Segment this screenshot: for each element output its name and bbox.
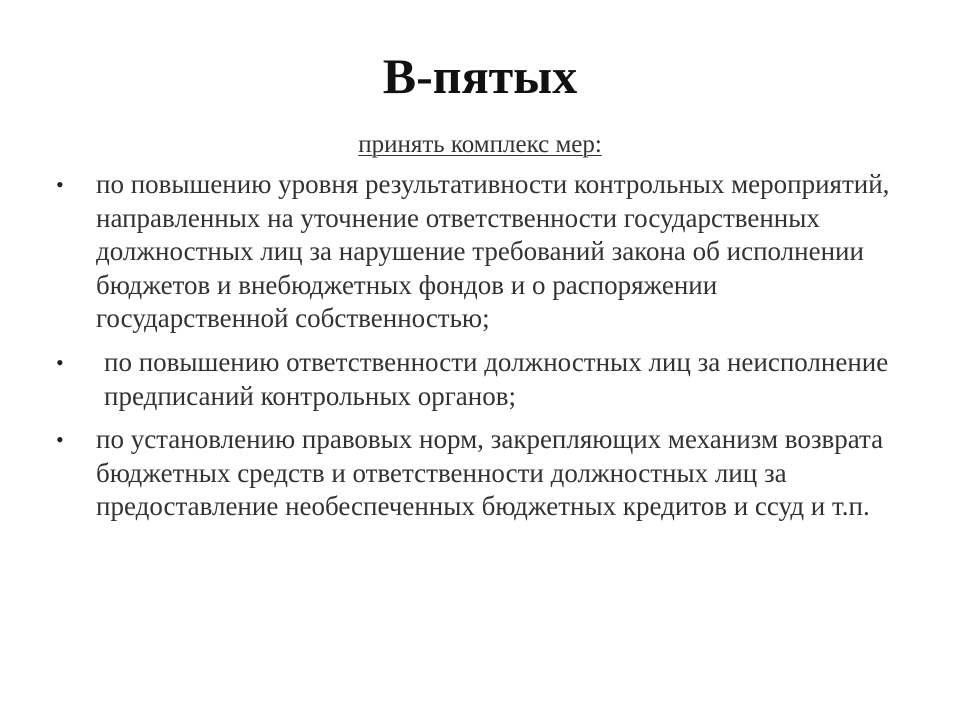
- bullet-text: по повышению уровня результативности контрольных мероприятий, направленных на уточнение ответственности государственных должностных лиц за нарушение требований закона об исполнении бюджетов и внебюджетных фондов и о распоряжении государственной собственностью;: [96, 169, 890, 334]
- bullet-item: [54, 423, 914, 524]
- bullet-dot-icon: •: [56, 427, 64, 453]
- slide-subtitle: принять комплекс мер:: [358, 131, 602, 158]
- bullet-text: по повышению ответственности должностных лиц за неисполнение предписаний контрольных органов;: [104, 346, 889, 411]
- bullet-list: [54, 168, 914, 534]
- bullet-dot-icon: •: [56, 349, 64, 375]
- slide-title: В-пятых: [382, 48, 578, 104]
- bullet-item: [54, 346, 914, 413]
- bullet-item: [54, 168, 914, 336]
- bullet-text: по установлению правовых норм, закрепляющих механизм возврата бюджетных средств и ответственности должностных лиц за предоставление необеспеченных бюджетных кредитов и ссуд и т.п.: [96, 424, 884, 522]
- bullet-dot-icon: •: [56, 172, 64, 197]
